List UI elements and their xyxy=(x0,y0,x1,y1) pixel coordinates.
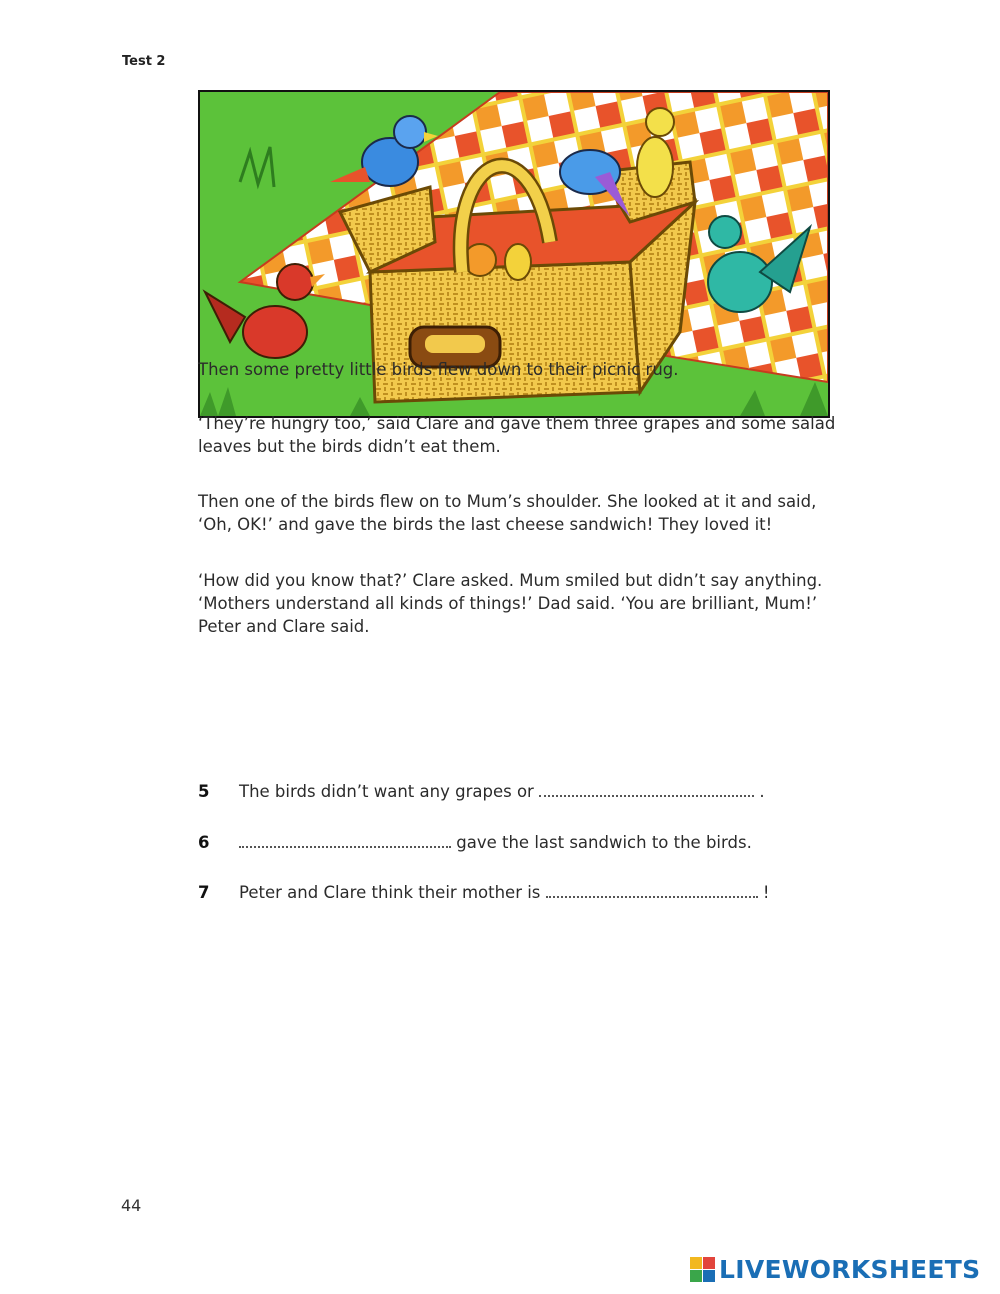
liveworksheets-logo xyxy=(690,1254,980,1284)
question-number: 7 xyxy=(198,883,210,902)
question-text: Peter and Clare think their mother is xyxy=(239,883,541,902)
paragraph-4: ‘How did you know that?’ Clare asked. Mum smiled but didn’t say anything. ‘Mothers understand all kinds of things!’ Dad said. ‘You are brilliant, Mum!’ Peter and Clare said. xyxy=(198,571,823,636)
page-number: 44 xyxy=(121,1196,142,1215)
question-number: 5 xyxy=(198,782,210,801)
question-text-end: gave the last sandwich to the birds. xyxy=(456,833,752,852)
answer-blank-5[interactable] xyxy=(539,781,754,797)
question-text-end: ! xyxy=(762,883,770,902)
question-text: The birds didn’t want any grapes or xyxy=(239,782,534,801)
logo-text: LIVEWORKSHEETS xyxy=(719,1254,981,1284)
question-number: 6 xyxy=(198,833,210,852)
test-label: Test 2 xyxy=(122,54,166,69)
logo-squares-icon xyxy=(690,1257,715,1282)
paragraph-3: Then one of the birds flew on to Mum’s shoulder. She looked at it and said, ‘Oh, OK!’ and gave the birds the last cheese sandwich! They loved it! xyxy=(198,492,817,534)
paragraph-2: ‘They’re hungry too,’ said Clare and gave them three grapes and some salad leaves but the birds didn’t eat them. xyxy=(198,414,836,456)
question-text-end: . xyxy=(759,782,765,801)
answer-blank-6[interactable] xyxy=(239,832,451,848)
answer-blank-7[interactable] xyxy=(546,882,758,898)
paragraph-1: Then some pretty little birds flew down to their picnic rug. xyxy=(198,360,679,379)
